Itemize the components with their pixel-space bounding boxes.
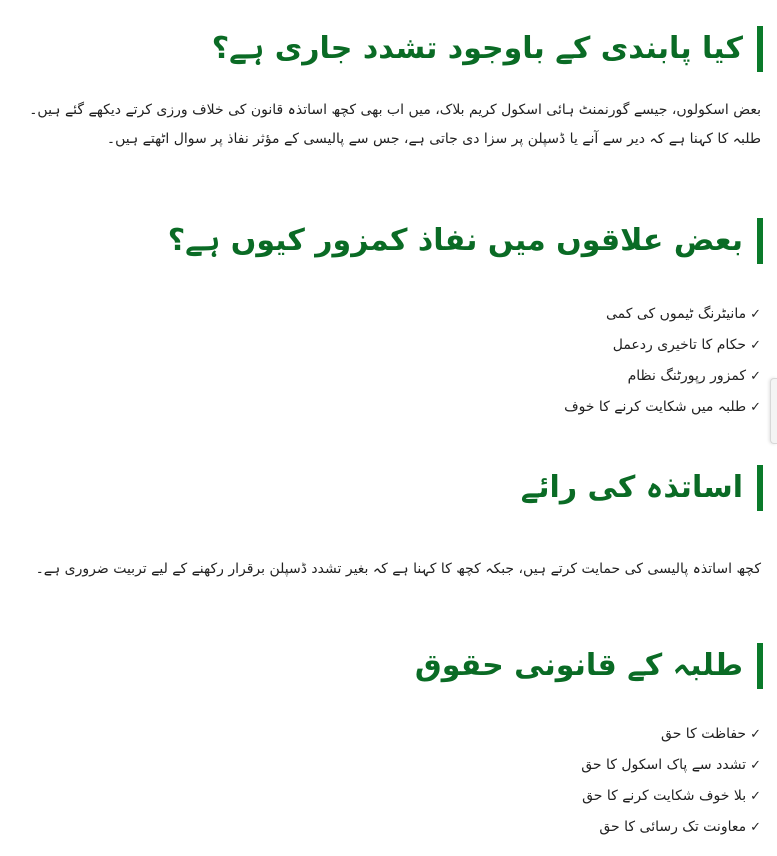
list-item-text: کمزور رپورٹنگ نظام <box>627 368 747 384</box>
section-heading: اساتذہ کی رائے <box>3 465 763 511</box>
list-item <box>3 719 761 750</box>
section-heading: بعض علاقوں میں نفاذ کمزور کیوں ہے؟ <box>3 218 763 264</box>
check-icon: ✓ <box>750 727 761 742</box>
list-item <box>3 299 761 330</box>
check-icon: ✓ <box>750 820 761 835</box>
check-icon: ✓ <box>750 400 761 415</box>
list-item <box>3 812 761 843</box>
list-item-text: طلبہ میں شکایت کرنے کا خوف <box>564 399 747 415</box>
list-item-text: حکام کا تاخیری ردعمل <box>612 337 747 353</box>
check-icon: ✓ <box>750 369 761 384</box>
scroll-edge-tab[interactable] <box>770 378 777 444</box>
list-item-text: مانیٹرنگ ٹیموں کی کمی <box>605 306 747 322</box>
check-icon: ✓ <box>750 338 761 353</box>
section-heading: کیا پابندی کے باوجود تشدد جاری ہے؟ <box>3 26 763 72</box>
list-item <box>3 750 761 781</box>
bullet-list <box>3 299 763 423</box>
section-student-rights <box>3 643 763 843</box>
list-item-text: حفاظت کا حق <box>661 726 747 742</box>
list-item-text: معاونت تک رسائی کا حق <box>599 819 747 835</box>
list-item <box>3 392 761 423</box>
list-item <box>3 781 761 812</box>
section-teachers-opinion <box>3 465 763 584</box>
list-item <box>3 330 761 361</box>
check-icon: ✓ <box>750 307 761 322</box>
section-heading: طلبہ کے قانونی حقوق <box>3 643 763 689</box>
section-paragraph: کچھ اساتذہ پالیسی کی حمایت کرتے ہیں، جبکہ کچھ کا کہنا ہے کہ بغیر تشدد ڈسپلن برقرار رکھنے کے لیے تربیت ضروری ہے۔ <box>35 561 761 577</box>
section-violence-continues <box>3 26 763 154</box>
bullet-list <box>3 719 763 843</box>
section-weak-enforcement <box>3 218 763 423</box>
list-item <box>3 361 761 392</box>
check-icon: ✓ <box>750 789 761 804</box>
list-item-text: تشدد سے پاک اسکول کا حق <box>581 757 747 773</box>
check-icon: ✓ <box>750 758 761 773</box>
list-item-text: بلا خوف شکایت کرنے کا حق <box>582 788 747 804</box>
section-paragraph: بعض اسکولوں، جیسے گورنمنٹ ہائی اسکول کریم بلاک، میں اب بھی کچھ اساتذہ قانون کی خلاف ورزی کرتے دیکھے گئے ہیں۔ طلبہ کا کہنا ہے کہ دیر سے آنے یا ڈسپلن پر سزا دی جاتی ہے، جس سے پالیسی کے مؤثر نفاذ پر سوال اٹھتے ہیں۔ <box>29 102 761 147</box>
